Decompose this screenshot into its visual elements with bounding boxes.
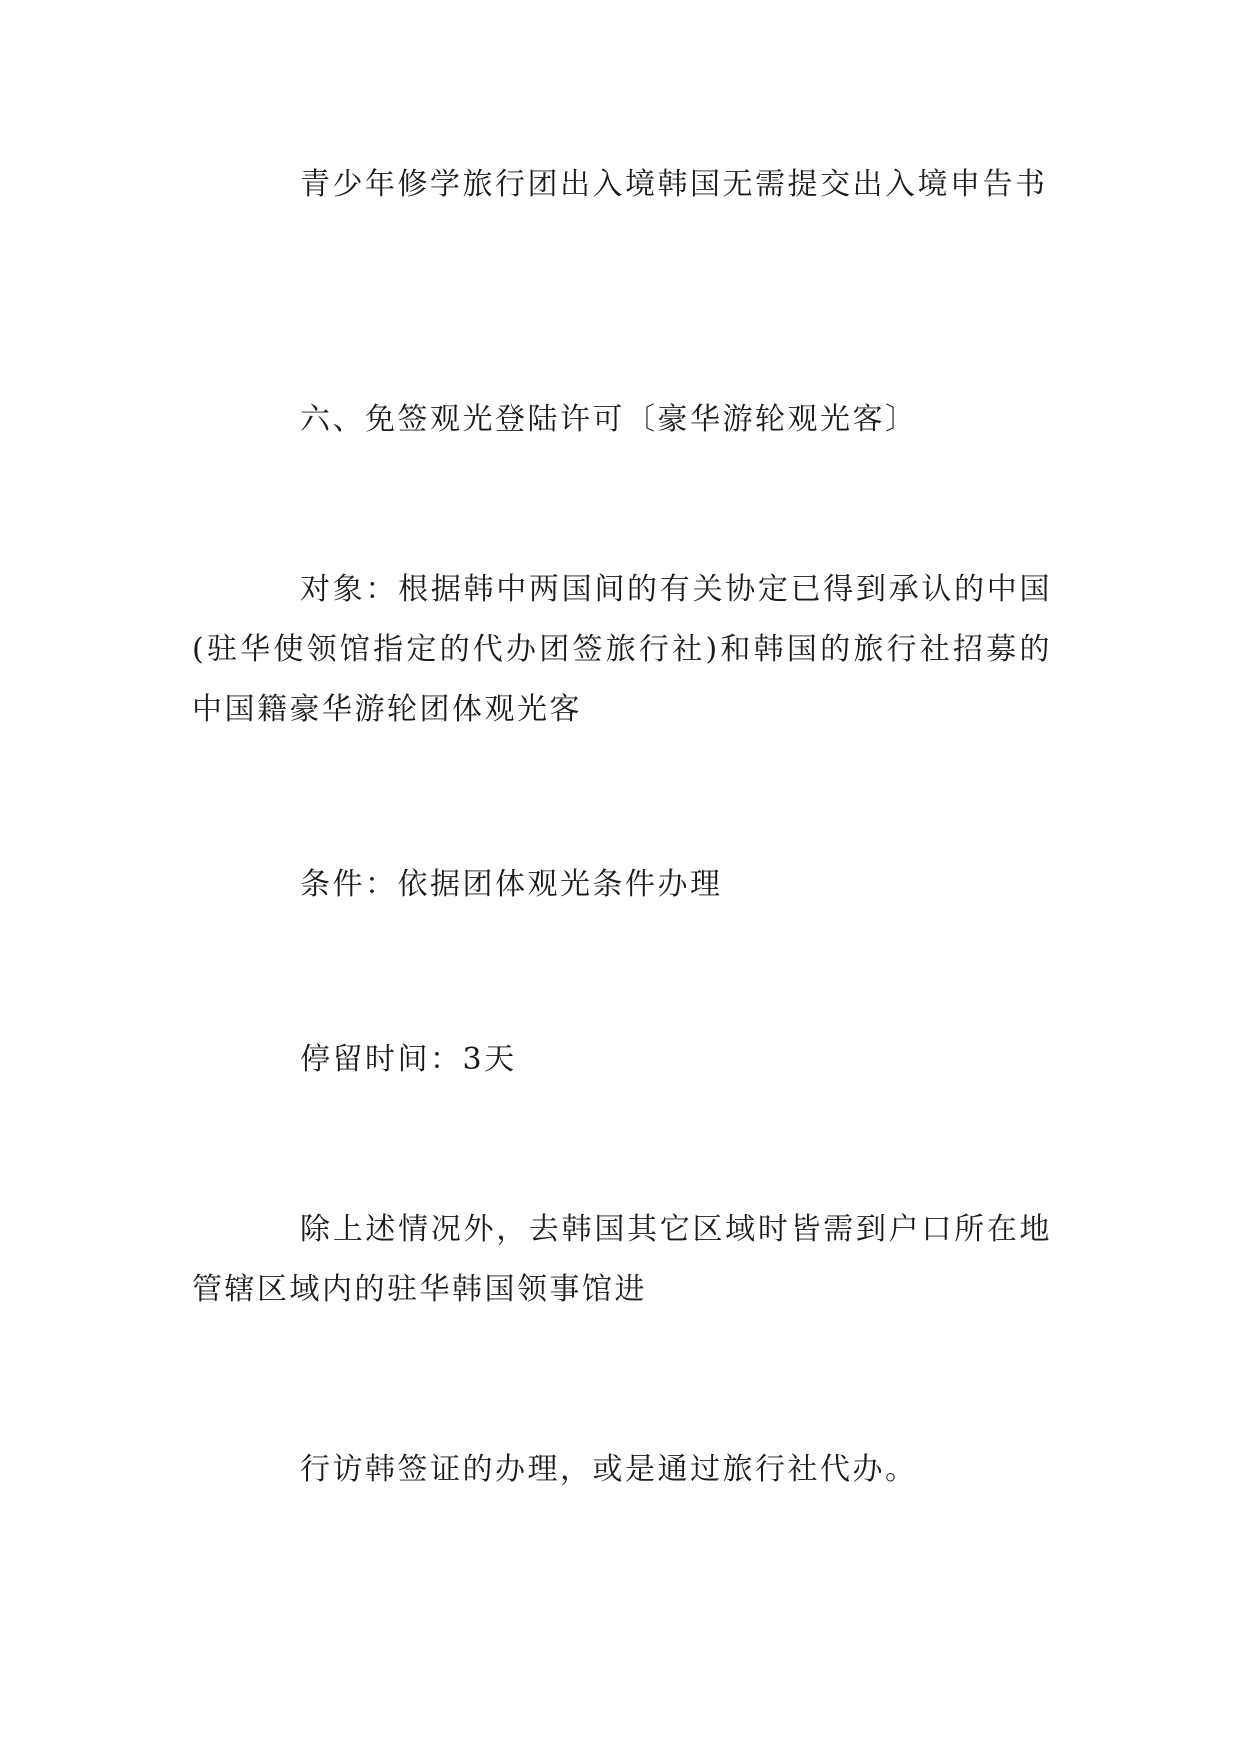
paragraph-visa-processing: 行访韩签证的办理，或是通过旅行社代办。	[300, 1452, 918, 1487]
paragraph-stay-duration: 停留时间：3天	[300, 1042, 517, 1077]
section-heading-cruise-visa-free: 六、免签观光登陆许可〔豪华游轮观光客〕	[300, 402, 918, 437]
paragraph-student-travel: 青少年修学旅行团出入境韩国无需提交出入境申告书	[300, 167, 1048, 202]
paragraph-eligibility: 对象：根据韩中两国间的有关协定已得到承认的中国(驻华使领馆指定的代办团签旅行社)和韩国的旅行社招募的中国籍豪华游轮团体观光客	[192, 572, 1052, 727]
paragraph-conditions: 条件：依据团体观光条件办理	[300, 867, 723, 902]
paragraph-other-cases: 除上述情况外，去韩国其它区域时皆需到户口所在地管辖区域内的驻华韩国领事馆进	[192, 1212, 1052, 1307]
